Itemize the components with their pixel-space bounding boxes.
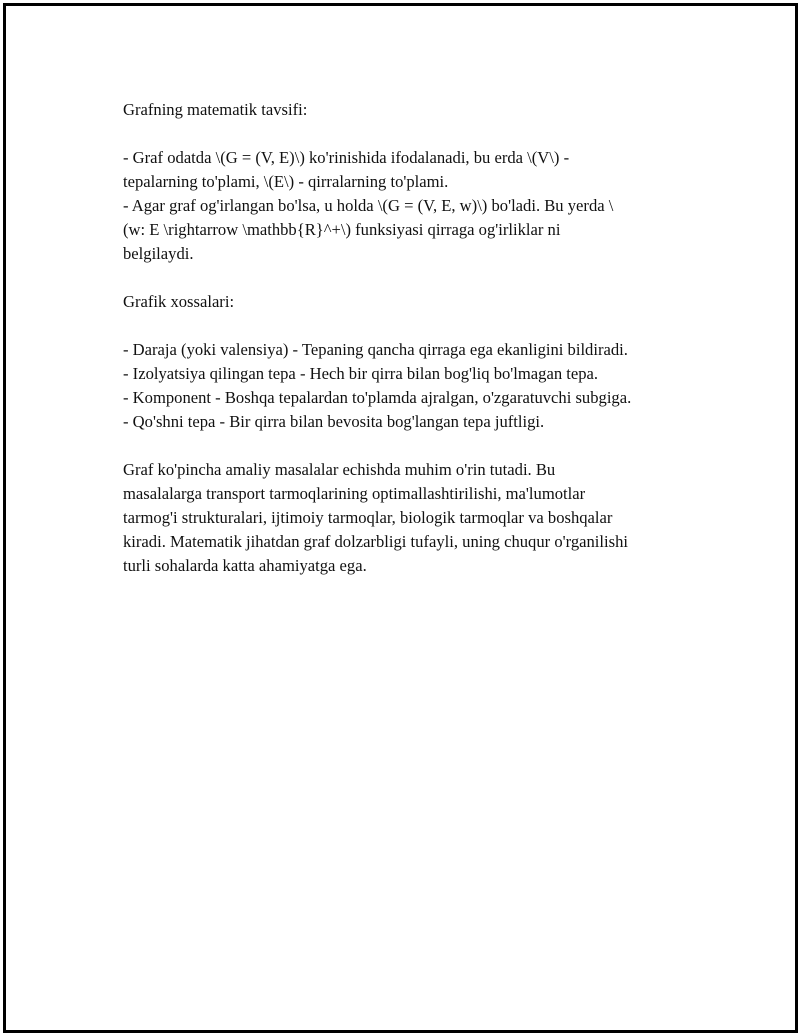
heading-line: Grafning matematik tavsifi: bbox=[123, 100, 308, 119]
text-line: - Graf odatda \(G = (V, E)\) ko'rinishida ifodalanadi, bu erda \(V\) - bbox=[123, 148, 570, 167]
list-graph-properties bbox=[123, 338, 703, 434]
heading-line: Grafik xossalari: bbox=[123, 292, 235, 311]
spacer bbox=[123, 314, 703, 338]
text-line: turli sohalarda katta ahamiyatga ega. bbox=[123, 556, 367, 575]
list-item: - Komponent - Boshqa tepalardan to'plamda ajralgan, o'zgaratuvchi subgiga. bbox=[123, 388, 632, 407]
text-line: kiradi. Matematik jihatdan graf dolzarbligi tufayli, uning chuqur o'rganilishi bbox=[123, 532, 628, 551]
spacer bbox=[123, 266, 703, 290]
heading-math-description bbox=[123, 98, 703, 122]
text-line: tepalarning to'plami, \(E\) - qirralarning to'plami. bbox=[123, 172, 449, 191]
text-line: Graf ko'pincha amaliy masalalar echishda muhim o'rin tutadi. Bu bbox=[123, 460, 556, 479]
spacer bbox=[123, 434, 703, 458]
list-item: - Qo'shni tepa - Bir qirra bilan bevosita bog'langan tepa juftligi. bbox=[123, 412, 545, 431]
text-line: belgilaydi. bbox=[123, 244, 194, 263]
document-body bbox=[123, 98, 703, 578]
text-line: (w: E \rightarrow \mathbb{R}^+\) funksiyasi qirraga og'irliklar ni bbox=[123, 220, 561, 239]
page-border bbox=[3, 3, 798, 1033]
paragraph-math-description bbox=[123, 146, 703, 266]
text-line: masalalarga transport tarmoqlarining optimallashtirilishi, ma'lumotlar bbox=[123, 484, 586, 503]
text-line: - Agar graf og'irlangan bo'lsa, u holda \(G = (V, E, w)\) bo'ladi. Bu yerda \ bbox=[123, 196, 614, 215]
paragraph-closing bbox=[123, 458, 703, 578]
heading-graph-properties bbox=[123, 290, 703, 314]
text-line: tarmog'i strukturalari, ijtimoiy tarmoqlar, biologik tarmoqlar va boshqalar bbox=[123, 508, 613, 527]
spacer bbox=[123, 122, 703, 146]
list-item: - Izolyatsiya qilingan tepa - Hech bir qirra bilan bog'liq bo'lmagan tepa. bbox=[123, 364, 599, 383]
list-item: - Daraja (yoki valensiya) - Tepaning qancha qirraga ega ekanligini bildiradi. bbox=[123, 340, 628, 359]
